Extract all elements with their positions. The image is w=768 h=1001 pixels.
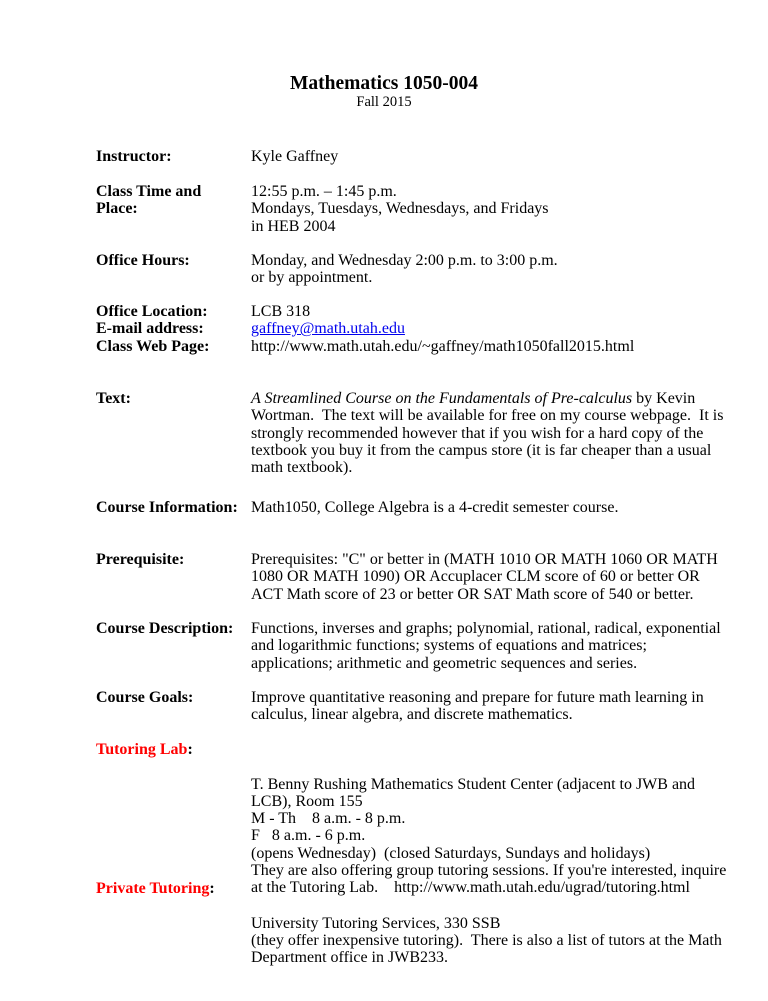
page-title: Mathematics 1050-004 (290, 73, 478, 94)
value-line: F 8 a.m. - 6 p.m. (251, 827, 366, 845)
book-title: A Streamlined Course on the Fundamentals of Pre-calculus (251, 390, 633, 407)
email-label: E-mail address: (96, 320, 204, 338)
value-line: University Tutoring Services, 330 SSB (251, 914, 501, 932)
contact-values (251, 303, 711, 355)
web-page-label: Class Web Page: (96, 337, 210, 355)
description-value (251, 620, 721, 672)
value-line: or by appointment. (251, 269, 373, 287)
office-hours-label: Office Hours: (96, 252, 190, 269)
value-line: in HEB 2004 (251, 217, 336, 235)
value-line: Monday, and Wednesday 2:00 p.m. to 3:00 p.m. (251, 252, 558, 269)
value-line: by Kevin (632, 390, 696, 407)
value-line: M - Th 8 a.m. - 8 p.m. (251, 810, 406, 828)
value-line: calculus, linear algebra, and discrete mathematics. (251, 706, 573, 724)
value-line: 1080 OR MATH 1090) OR Accuplacer CLM score of 60 or better OR (251, 568, 700, 586)
value-line: Wortman. The text will be available for free on my course webpage. It is (251, 407, 724, 425)
value-line: T. Benny Rushing Mathematics Student Center (adjacent to JWB and (251, 775, 696, 793)
value-line: LCB), Room 155 (251, 792, 363, 810)
label-colon: : (209, 880, 215, 897)
goals-value (251, 689, 711, 724)
contact-labels (96, 303, 246, 355)
tutoring-lab-label (96, 741, 246, 758)
value-line: Prerequisites: "C" or better in (MATH 1010 OR MATH 1060 OR MATH (251, 551, 718, 568)
value-line: Department office in JWB233. (251, 949, 448, 967)
value-line: and logarithmic functions; systems of equations and matrices; (251, 637, 647, 655)
office-location-label: Office Location: (96, 303, 208, 320)
private-tutoring-label-text: Private Tutoring (96, 880, 210, 897)
private-tutoring-value (251, 880, 722, 1001)
class-time-label: Class Time and Place: (96, 183, 202, 218)
value-line: Mondays, Tuesdays, Wednesdays, and Fridays (251, 200, 549, 218)
value-line: Improve quantitative reasoning and prepare for future math learning in (251, 689, 704, 706)
course-info-value: Math1050, College Algebra is a 4-credit semester course. (251, 499, 619, 516)
value-line: strongly recommended however that if you wish for a hard copy of the (251, 424, 704, 442)
instructor-value: Kyle Gaffney (251, 148, 339, 165)
text-label: Text: (96, 390, 131, 407)
text-value (251, 390, 724, 477)
value-line: (opens Wednesday) (closed Saturdays, Sundays and holidays) (251, 844, 651, 862)
class-time-value (251, 183, 711, 235)
email-link[interactable]: gaffney@math.utah.edu (251, 320, 405, 338)
value-line: at the Tutoring Lab. http://www.math.utah.edu/ugrad/tutoring.html (251, 879, 690, 897)
instructor-label: Instructor: (96, 148, 172, 165)
value-line: math textbook). (251, 459, 353, 477)
value-line: applications; arithmetic and geometric sequences and series. (251, 654, 638, 672)
tutoring-lab-label-text: Tutoring Lab (96, 741, 188, 758)
office-hours-value (251, 252, 711, 287)
label-colon: : (187, 741, 193, 758)
value-line: textbook you buy it from the campus store (it is far cheaper than a usual (251, 441, 712, 459)
web-page-value: http://www.math.utah.edu/~gaffney/math1050fall2015.html (251, 337, 635, 355)
value-line: 12:55 p.m. – 1:45 p.m. (251, 183, 397, 200)
course-info-label: Course Information: (96, 499, 238, 516)
value-line: They are also offering group tutoring sessions. If you're interested, inquire (251, 862, 727, 880)
prerequisite-value (251, 551, 718, 603)
value-line: (they offer inexpensive tutoring). There is also a list of tutors at the Math (251, 931, 722, 949)
page-subtitle: Fall 2015 (356, 94, 412, 110)
prerequisite-label: Prerequisite: (96, 551, 185, 568)
value-line: Functions, inverses and graphs; polynomial, rational, radical, exponential (251, 620, 721, 637)
goals-label: Course Goals: (96, 689, 194, 706)
office-location-value: LCB 318 (251, 303, 311, 320)
description-label: Course Description: (96, 620, 234, 637)
private-tutoring-label (96, 880, 246, 897)
value-line: ACT Math score of 23 or better OR SAT Math score of 540 or better. (251, 585, 694, 603)
